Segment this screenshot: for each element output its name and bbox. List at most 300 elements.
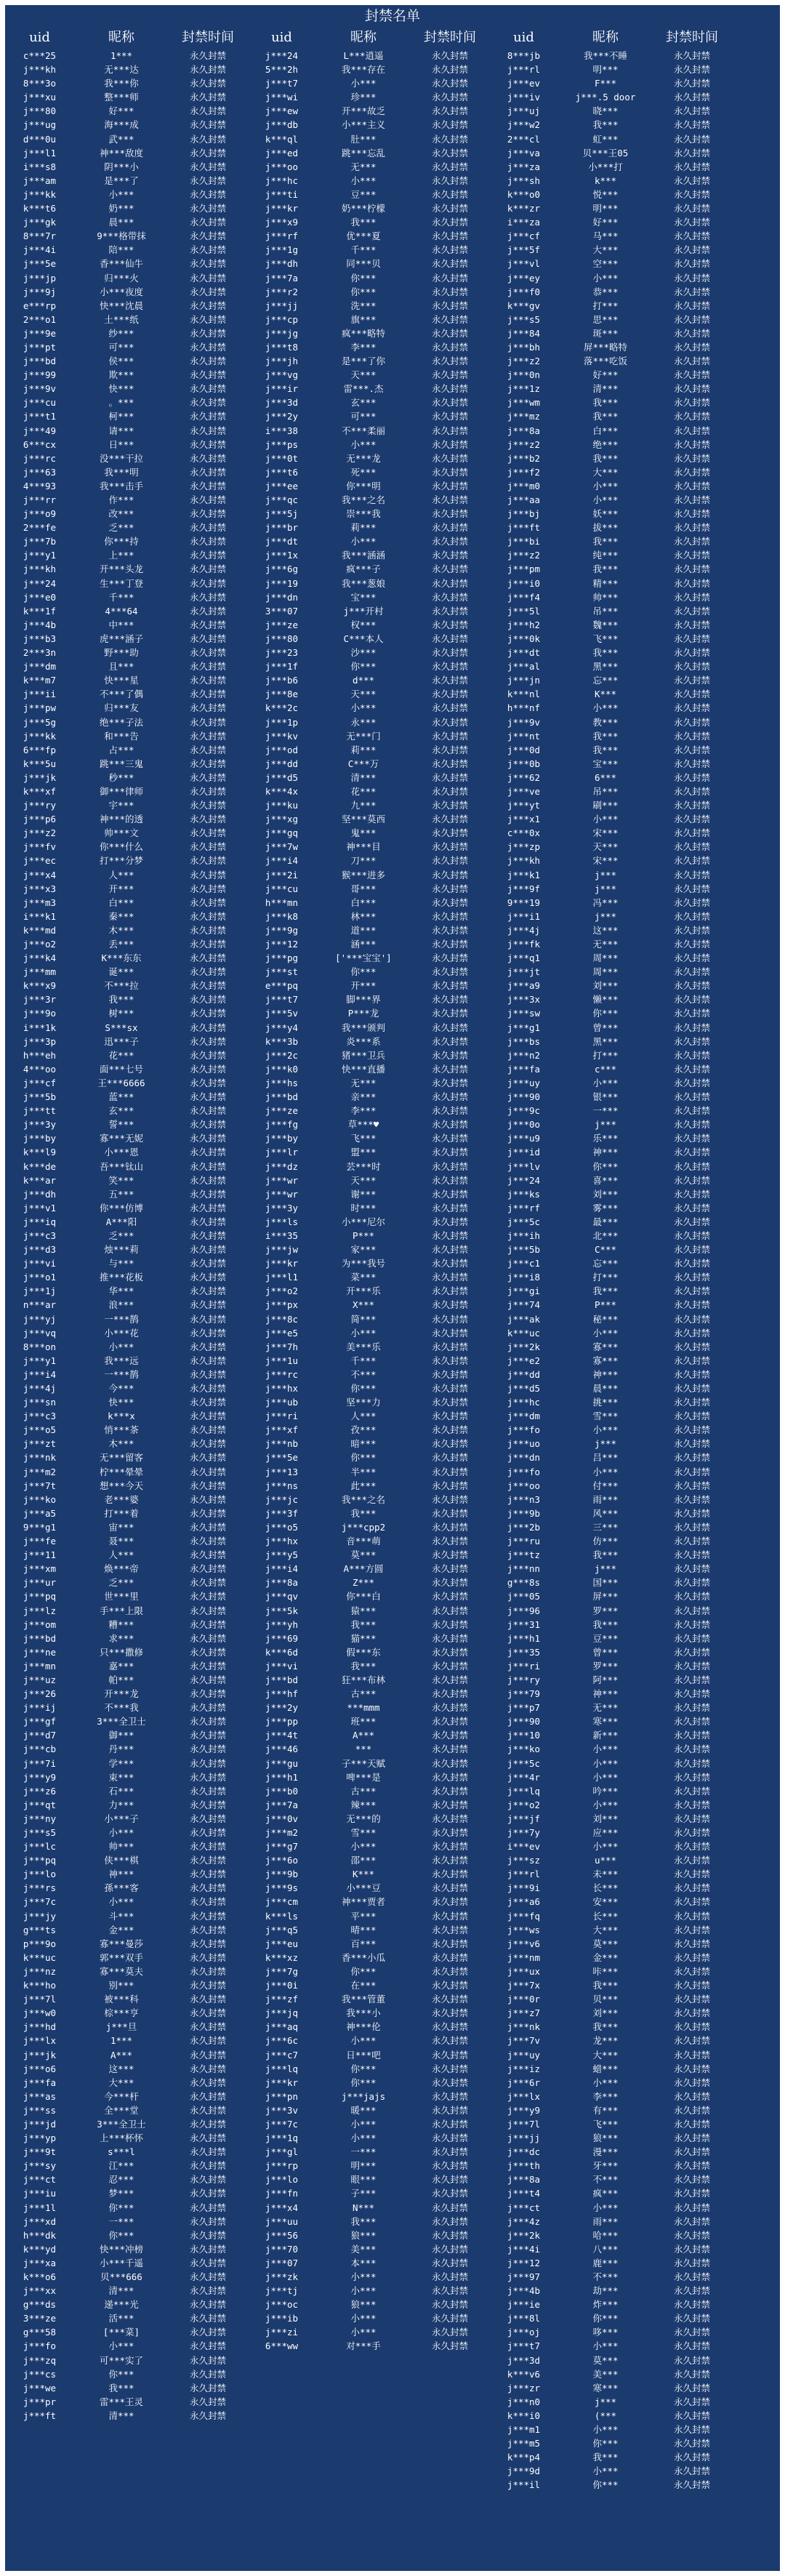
ban-time-cell: 永久封禁 xyxy=(189,1341,226,1352)
table-row xyxy=(247,132,489,146)
table-row xyxy=(247,2145,489,2159)
ban-time-cell: 永久封禁 xyxy=(673,1272,710,1283)
table-row xyxy=(5,2242,247,2256)
uid-cell: j***yt xyxy=(507,800,541,811)
ban-time-cell: 永久封禁 xyxy=(673,771,710,783)
ban-time-cell: 永久封禁 xyxy=(431,1438,468,1450)
nickname-cell: 罗*** xyxy=(592,1605,619,1616)
table-row xyxy=(5,965,247,979)
nickname-cell: 你*** xyxy=(350,1965,377,1977)
table-row xyxy=(5,2339,247,2353)
ban-time-cell: 永久封禁 xyxy=(431,952,468,964)
uid-cell: j***ak xyxy=(507,1313,541,1325)
nickname-cell: j*** xyxy=(594,1438,617,1450)
table-row xyxy=(247,104,489,118)
ban-time-cell: 永久封禁 xyxy=(189,119,226,131)
nickname-cell: u*** xyxy=(594,1855,617,1866)
uid-cell: j***m2 xyxy=(23,1466,57,1477)
ban-time-cell: 永久封禁 xyxy=(189,800,226,811)
ban-time-cell: 永久封禁 xyxy=(673,758,710,769)
table-row xyxy=(5,63,247,76)
ban-time-cell: 永久封禁 xyxy=(673,133,710,145)
uid-cell: j***kh xyxy=(23,64,57,76)
nickname-cell: 曾*** xyxy=(592,1646,619,1658)
nickname-cell: 这*** xyxy=(592,924,619,936)
uid-cell: j***pp xyxy=(265,1716,299,1728)
nickname-cell: 我*** xyxy=(592,1980,619,1991)
table-row xyxy=(247,313,489,326)
ban-time-cell: 永久封禁 xyxy=(673,2049,710,2061)
ban-time-cell: 永久封禁 xyxy=(673,1133,710,1144)
table-row xyxy=(5,896,247,910)
uid-cell: j***fg xyxy=(265,1119,299,1131)
nickname-cell: 邵*** xyxy=(350,1855,377,1866)
table-row xyxy=(5,1256,247,1270)
uid-cell: j***qc xyxy=(265,494,299,505)
ban-time-cell: 永久封禁 xyxy=(431,869,468,880)
ban-time-cell: 永久封禁 xyxy=(189,1424,226,1436)
ban-time-cell: 永久封禁 xyxy=(431,1632,468,1644)
table-row xyxy=(5,1062,247,1076)
nickname-cell: 曾*** xyxy=(592,1022,619,1033)
ban-time-cell: 永久封禁 xyxy=(673,161,710,172)
table-row xyxy=(489,2117,731,2131)
nickname-cell: 嘉*** xyxy=(108,1660,134,1672)
uid-cell: j***fe xyxy=(23,1536,57,1547)
ban-time-cell: 永久封禁 xyxy=(673,952,710,964)
uid-cell: d***0u xyxy=(23,133,57,145)
table-row xyxy=(489,118,731,132)
uid-cell: j***pq xyxy=(23,1855,57,1866)
ban-time-cell: 永久封禁 xyxy=(431,841,468,853)
nickname-cell: 武*** xyxy=(108,133,134,145)
nickname-cell: A***方圆 xyxy=(343,1563,384,1575)
nickname-cell: 你*** xyxy=(592,1160,619,1172)
nickname-cell: 罗*** xyxy=(592,1660,619,1672)
uid-cell: j***ec xyxy=(23,855,57,867)
ban-time-cell: 永久封禁 xyxy=(189,174,226,186)
uid-cell: j***x1 xyxy=(507,814,541,825)
table-row xyxy=(247,2242,489,2256)
uid-cell: j***7b xyxy=(23,536,57,547)
nickname-cell: 贝***666 xyxy=(100,2271,142,2282)
uid-cell: k***uc xyxy=(23,1951,57,1963)
uid-cell: j***gl xyxy=(265,2146,299,2158)
nickname-cell: 古*** xyxy=(350,1688,377,1700)
nickname-cell: 小*** xyxy=(592,2202,619,2213)
nickname-cell: 小*** xyxy=(592,1841,619,1853)
table-row xyxy=(247,507,489,521)
uid-cell: j***ug xyxy=(23,119,57,131)
nickname-cell: 哈*** xyxy=(592,2229,619,2241)
nickname-cell: 斗*** xyxy=(108,1910,134,1922)
ban-time-cell: 永久封禁 xyxy=(431,1327,468,1339)
uid-cell: j***wr xyxy=(265,1188,299,1200)
table-row xyxy=(489,632,731,646)
uid-cell: k***nl xyxy=(507,689,541,700)
table-row xyxy=(5,1493,247,1506)
uid-cell: j***dn xyxy=(507,1452,541,1464)
table-row xyxy=(247,2311,489,2325)
table-row xyxy=(5,104,247,118)
nickname-cell: 小***恩 xyxy=(104,1147,139,1158)
uid-cell: j***by xyxy=(265,1133,299,1144)
nickname-cell: 秒*** xyxy=(108,771,134,783)
uid-cell: j***cs xyxy=(23,2368,57,2380)
nickname-cell: 好*** xyxy=(592,217,619,228)
nickname-cell: C***本人 xyxy=(343,633,384,644)
nickname-cell: 你*** xyxy=(350,1383,377,1394)
table-row xyxy=(5,1118,247,1131)
uid-cell: j***84 xyxy=(507,327,541,339)
uid-cell: j***hx xyxy=(265,1536,299,1547)
uid-cell: j***t1 xyxy=(23,411,57,422)
nickname-cell: 开***乐 xyxy=(346,1285,381,1297)
table-row xyxy=(247,49,489,63)
uid-cell: g***58 xyxy=(23,2327,57,2338)
ban-time-cell: 永久封禁 xyxy=(673,2327,710,2338)
ban-time-cell: 永久封禁 xyxy=(189,744,226,755)
nickname-cell: 猪***卫兵 xyxy=(341,1049,386,1061)
nickname-cell: 小*** xyxy=(592,814,619,825)
table-row xyxy=(5,812,247,826)
ban-time-cell: 永久封禁 xyxy=(189,869,226,880)
table-row xyxy=(247,188,489,201)
uid-cell: j***eu xyxy=(265,1938,299,1949)
table-row xyxy=(489,1243,731,1256)
uid-cell: j***vl xyxy=(507,258,541,270)
table-row xyxy=(489,951,731,965)
ban-time-cell: 永久封禁 xyxy=(673,1160,710,1172)
table-row xyxy=(489,743,731,757)
ban-time-cell: 永久封禁 xyxy=(673,1521,710,1533)
ban-time-cell: 永久封禁 xyxy=(189,2327,226,2338)
nickname-cell: 永*** xyxy=(350,716,377,728)
table-row xyxy=(5,1479,247,1493)
ban-time-cell: 永久封禁 xyxy=(673,883,710,894)
table-row xyxy=(5,465,247,479)
nickname-cell: 神*** xyxy=(592,1688,619,1700)
uid-cell: 6***cx xyxy=(23,438,57,450)
nickname-cell: 大*** xyxy=(592,1924,619,1935)
uid-cell: j***fo xyxy=(507,1424,541,1436)
table-row xyxy=(5,1284,247,1298)
table-row xyxy=(489,715,731,729)
table-row xyxy=(247,1965,489,1978)
ban-time-cell: 永久封禁 xyxy=(431,1258,468,1269)
nickname-cell: 飞*** xyxy=(592,633,619,644)
table-row xyxy=(247,1798,489,1812)
ban-time-cell: 永久封禁 xyxy=(189,1105,226,1117)
table-row xyxy=(5,146,247,160)
uid-cell: j***uu xyxy=(265,2215,299,2227)
ban-time-cell: 永久封禁 xyxy=(431,702,468,714)
ban-time-cell: 永久封禁 xyxy=(189,883,226,894)
ban-time-cell: 永久封禁 xyxy=(673,869,710,880)
nickname-cell: 最*** xyxy=(592,1216,619,1227)
table-row xyxy=(5,992,247,1006)
table-row xyxy=(489,1423,731,1437)
nickname-cell: 懒*** xyxy=(592,994,619,1006)
nickname-cell: 美*** xyxy=(350,2243,377,2255)
nickname-cell: S***sx xyxy=(105,1022,138,1033)
uid-cell: j***7v xyxy=(507,2035,541,2047)
ban-time-cell: 永久封禁 xyxy=(431,369,468,381)
nickname-cell: j*** xyxy=(594,869,617,880)
table-row xyxy=(489,923,731,937)
table-row xyxy=(489,882,731,896)
ban-time-cell: 永久封禁 xyxy=(431,2229,468,2241)
uid-cell: j***yj xyxy=(23,1313,57,1325)
ban-time-cell: 永久封禁 xyxy=(189,2188,226,2199)
ban-time-cell: 永久封禁 xyxy=(673,272,710,284)
table-row xyxy=(247,743,489,757)
nickname-cell: 黑*** xyxy=(592,661,619,673)
ban-time-cell: 永久封禁 xyxy=(431,1702,468,1714)
uid-cell: j***fa xyxy=(507,1063,541,1075)
uid-cell: 8***jb xyxy=(507,50,541,61)
nickname-cell: 晓*** xyxy=(592,105,619,117)
nickname-cell: 大*** xyxy=(592,244,619,256)
table-row xyxy=(247,201,489,215)
nickname-cell: 快***星 xyxy=(104,675,139,686)
nickname-cell: 明*** xyxy=(592,203,619,214)
page-title: 封禁名单 xyxy=(364,8,420,24)
ban-time-cell: 永久封禁 xyxy=(189,230,226,242)
uid-cell: j***tt xyxy=(23,1105,57,1117)
nickname-cell: 无*** xyxy=(350,161,377,172)
uid-cell: j***q5 xyxy=(265,1924,299,1935)
ban-time-cell: 永久封禁 xyxy=(431,633,468,644)
ban-time-cell: 永久封禁 xyxy=(673,689,710,700)
uid-cell: j***t7 xyxy=(507,2340,541,2352)
nickname-cell: 你*** xyxy=(350,2077,377,2088)
table-row xyxy=(5,493,247,507)
uid-cell: j***0i xyxy=(265,1980,299,1991)
uid-cell: j***p7 xyxy=(507,1702,541,1714)
nickname-cell: 寡*** xyxy=(592,1355,619,1366)
nickname-cell: 晨*** xyxy=(592,1383,619,1394)
ban-time-cell: 永久封禁 xyxy=(673,1147,710,1158)
ban-time-cell: 永久封禁 xyxy=(431,2090,468,2102)
nickname-cell: 我*** xyxy=(592,452,619,464)
nickname-cell: 好*** xyxy=(592,369,619,381)
uid-cell: j***f4 xyxy=(507,591,541,603)
table-row xyxy=(5,729,247,743)
ban-time-cell: 永久封禁 xyxy=(189,2090,226,2102)
table-row xyxy=(247,1131,489,1145)
ban-time-cell: 永久封禁 xyxy=(431,2340,468,2352)
ban-time-cell: 永久封禁 xyxy=(673,744,710,755)
uid-cell: j***ku xyxy=(265,800,299,811)
table-row xyxy=(247,424,489,438)
ban-time-cell: 永久封禁 xyxy=(431,1105,468,1117)
uid-cell: j***ss xyxy=(23,2104,57,2116)
ban-time-cell: 永久封禁 xyxy=(431,1980,468,1991)
table-row xyxy=(5,1576,247,1589)
uid-cell: j***ry xyxy=(23,800,57,811)
ban-time-cell: 永久封禁 xyxy=(189,1452,226,1464)
nickname-cell: j***cpp2 xyxy=(341,1521,386,1533)
uid-cell: j***jc xyxy=(265,1493,299,1505)
uid-cell: j***oj xyxy=(507,2327,541,2338)
table-row xyxy=(247,285,489,299)
ban-time-cell: 永久封禁 xyxy=(431,1493,468,1505)
uid-cell: j***0r xyxy=(507,1994,541,2005)
table-row xyxy=(489,2006,731,2020)
table-row xyxy=(5,2103,247,2117)
nickname-cell: 涵*** xyxy=(350,939,377,950)
uid-cell: j***uo xyxy=(507,1438,541,1450)
table-row xyxy=(489,243,731,257)
nickname-cell: 恭*** xyxy=(592,286,619,297)
table-row xyxy=(489,1881,731,1895)
nickname-cell: 小*** xyxy=(592,1744,619,1755)
table-row xyxy=(247,326,489,340)
nickname-cell: Z*** xyxy=(352,1577,375,1589)
table-row xyxy=(247,701,489,715)
ban-time-cell: 永久封禁 xyxy=(189,1785,226,1797)
uid-cell: j***hc xyxy=(265,174,299,186)
nickname-cell: 和***告 xyxy=(104,730,139,742)
nickname-cell: 教*** xyxy=(592,716,619,728)
table-row xyxy=(5,1035,247,1048)
table-row xyxy=(5,271,247,285)
ban-time-cell: 永久封禁 xyxy=(189,591,226,603)
uid-cell: j***k8 xyxy=(265,910,299,922)
ban-time-cell: 永久封禁 xyxy=(189,1063,226,1075)
ban-time-cell: 永久封禁 xyxy=(673,730,710,742)
uid-cell: j***z2 xyxy=(507,356,541,367)
table-row xyxy=(489,424,731,438)
nickname-cell: 一***鹊 xyxy=(104,1313,139,1325)
uid-cell: j***24 xyxy=(23,577,57,589)
uid-cell: j***zt xyxy=(23,1438,57,1450)
nickname-cell: 蜡*** xyxy=(592,2063,619,2074)
table-row xyxy=(247,2186,489,2200)
table-row xyxy=(247,1354,489,1368)
ban-time-cell: 永久封禁 xyxy=(673,1091,710,1103)
ban-time-cell: 永久封禁 xyxy=(189,1147,226,1158)
nickname-cell: 棕***亨 xyxy=(104,2007,139,2019)
uid-cell: j***vi xyxy=(265,1660,299,1672)
nickname-cell: 盟*** xyxy=(350,1147,377,1158)
ban-time-cell: 永久封禁 xyxy=(189,1660,226,1672)
ban-time-cell: 永久封禁 xyxy=(673,1855,710,1866)
ban-time-cell: 永久封禁 xyxy=(673,1229,710,1241)
ban-time-cell: 永久封禁 xyxy=(189,966,226,978)
table-row xyxy=(5,2381,247,2395)
ban-time-cell: 永久封禁 xyxy=(189,133,226,145)
uid-cell: 3***07 xyxy=(265,605,299,617)
nickname-cell: 漫*** xyxy=(592,2146,619,2158)
uid-cell: 4***93 xyxy=(23,480,57,491)
uid-cell: j***ct xyxy=(23,2174,57,2186)
uid-cell: j***zq xyxy=(23,2354,57,2366)
table-row xyxy=(489,826,731,840)
ban-time-cell: 永久封禁 xyxy=(673,1452,710,1464)
ban-time-cell: 永久封禁 xyxy=(673,591,710,603)
ban-time-cell: 永久封禁 xyxy=(431,1160,468,1172)
ban-time-cell: 永久封禁 xyxy=(189,438,226,450)
table-row xyxy=(247,1548,489,1562)
ban-time-cell: 永久封禁 xyxy=(673,1674,710,1685)
ban-time-cell: 永久封禁 xyxy=(431,480,468,491)
uid-cell: i***za xyxy=(507,217,541,228)
ban-time-cell: 永久封禁 xyxy=(431,1285,468,1297)
uid-cell: j***z2 xyxy=(507,438,541,450)
uid-cell: j***fk xyxy=(507,939,541,950)
nickname-cell: 3***全卫士 xyxy=(97,2118,146,2130)
table-row xyxy=(5,687,247,701)
ban-time-cell: 永久封禁 xyxy=(189,1618,226,1630)
uid-cell: j***6c xyxy=(265,2035,299,2047)
table-row xyxy=(5,673,247,687)
ban-time-cell: 永久封禁 xyxy=(431,1716,468,1728)
nickname-cell: 亲*** xyxy=(350,1091,377,1103)
table-row xyxy=(247,590,489,604)
nickname-cell: 华*** xyxy=(108,1285,134,1297)
uid-cell: j***7c xyxy=(265,2118,299,2130)
table-row xyxy=(489,979,731,992)
uid-cell: j***5b xyxy=(507,1244,541,1256)
ban-list-column xyxy=(247,27,489,2571)
table-row xyxy=(489,840,731,854)
table-row xyxy=(489,659,731,673)
uid-cell: j***5l xyxy=(507,605,541,617)
uid-cell: j***c3 xyxy=(23,1411,57,1422)
nickname-cell: 宝*** xyxy=(592,758,619,769)
nickname-cell: 大*** xyxy=(592,2049,619,2061)
nickname-cell: 新*** xyxy=(592,1730,619,1741)
ban-time-cell: 永久封禁 xyxy=(673,2299,710,2311)
uid-cell: j***5c xyxy=(507,1757,541,1769)
uid-cell: j***dt xyxy=(507,647,541,659)
nickname-cell: 海***成 xyxy=(104,119,139,131)
nickname-cell: 芸***时 xyxy=(346,1160,381,1172)
nickname-cell: 寡***莫夫 xyxy=(99,1965,144,1977)
uid-cell: h***dk xyxy=(23,2229,57,2241)
table-row xyxy=(489,2311,731,2325)
ban-time-cell: 永久封禁 xyxy=(189,758,226,769)
uid-cell: j***ko xyxy=(23,1493,57,1505)
table-row xyxy=(247,215,489,229)
table-row xyxy=(489,618,731,632)
uid-cell: j***0t xyxy=(265,452,299,464)
nickname-cell: 无***的 xyxy=(346,1813,381,1824)
ban-time-cell: 永久封禁 xyxy=(673,494,710,505)
table-row xyxy=(247,1006,489,1020)
ban-time-cell: 永久封禁 xyxy=(189,1119,226,1131)
uid-cell: j***u9 xyxy=(507,1133,541,1144)
ban-time-cell: 永久封禁 xyxy=(189,2285,226,2297)
ban-time-cell: 永久封禁 xyxy=(673,438,710,450)
uid-cell: k***6d xyxy=(265,1646,299,1658)
nickname-cell: 小*** xyxy=(108,2340,134,2352)
uid-cell: j***2i xyxy=(265,869,299,880)
table-row xyxy=(489,76,731,90)
ban-time-cell: 永久封禁 xyxy=(673,244,710,256)
nickname-cell: 1*** xyxy=(110,50,133,61)
table-row xyxy=(247,2201,489,2215)
ban-time-cell: 永久封禁 xyxy=(431,1008,468,1019)
uid-cell: j***i4 xyxy=(23,1368,57,1380)
nickname-cell: 开*** xyxy=(108,883,134,894)
ban-time-cell: 永久封禁 xyxy=(431,230,468,242)
uid-cell: j***12 xyxy=(507,2257,541,2268)
ban-time-cell: 永久封禁 xyxy=(189,1383,226,1394)
nickname-cell: N*** xyxy=(352,2202,375,2213)
